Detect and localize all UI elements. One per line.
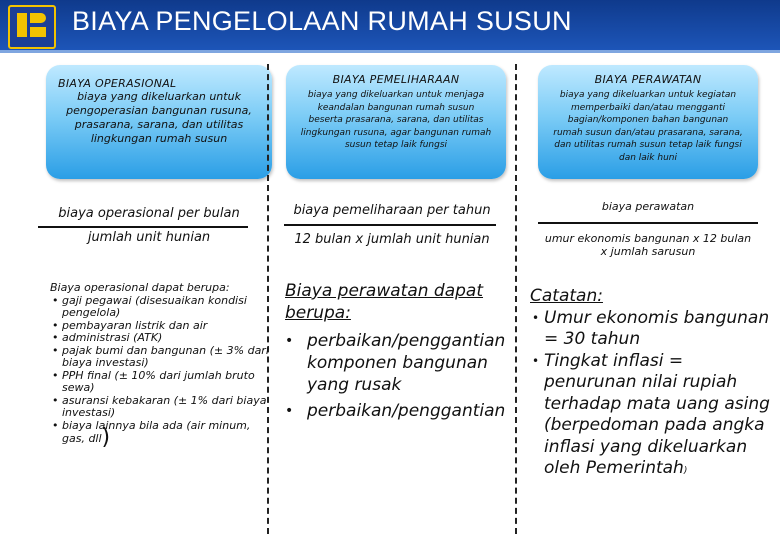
operasional-list	[50, 281, 270, 450]
formula-numerator: biaya pemeliharaan per tahun	[293, 203, 491, 218]
box-title: BIAYA OPERASIONAL	[58, 77, 177, 90]
formula-denominator: umur ekonomis bangunan x 12 bulan x jumlah sarusun	[544, 232, 752, 258]
list-item: • gaji pegawai (disesuaikan kondisi pengelola)	[62, 295, 270, 320]
formula-numerator: biaya perawatan	[601, 200, 695, 213]
formula-denominator: jumlah unit hunian	[87, 230, 211, 245]
list-item-text: Tingkat inflasi = penurunan nilai rupiah terhadap mata uang asing (berpedoman pada angka inflasi yang dikeluarkan oleh Pemerintah	[544, 350, 770, 478]
formula-fraction-line	[538, 222, 758, 224]
box-description: biaya yang dikeluarkan untuk pengoperasian bangunan rusuna, prasarana, sarana, dan utilitas lingkungan rumah susun	[66, 90, 252, 145]
list-item: • perbaikan/penggantian	[307, 400, 505, 422]
page-title: BIAYA PENGELOLAAN RUMAH SUSUN	[72, 6, 572, 36]
closing-paren: )	[683, 466, 688, 476]
list-heading: Biaya operasional dapat berupa:	[50, 281, 230, 294]
list-item	[62, 418, 270, 450]
pu-logo-icon	[8, 5, 56, 49]
formula-fraction-line	[284, 224, 496, 226]
list-item: • pembayaran listrik dan air	[62, 320, 270, 333]
list-item: • Umur ekonomis bangunan = 30 tahun	[544, 308, 770, 351]
list-item: • asuransi kebakaran (± 1% dari biaya investasi)	[62, 395, 270, 420]
column-divider	[515, 64, 517, 534]
list-heading: Catatan:	[530, 286, 603, 306]
formula-fraction-line	[38, 226, 248, 228]
box-title: BIAYA PEMELIHARAAN	[332, 73, 460, 86]
catatan-list	[530, 286, 770, 483]
perawatan-list	[285, 280, 505, 426]
list-item: • PPH final (± 10% dari jumlah bruto sewa)	[62, 370, 270, 395]
list-heading: Biaya perawatan dapat berupa:	[285, 281, 484, 323]
formula-numerator: biaya operasional per bulan	[58, 206, 240, 221]
list-item: • administrasi (ATK)	[62, 332, 270, 345]
box-description: biaya yang dikeluarkan untuk menjaga keandalan bangunan rumah susun beserta prasarana, sarana, dan utilitas lingkungan rusuna, agar bangunan rumah susun tetap laik fungsi	[300, 90, 492, 150]
box-biaya-perawatan	[538, 65, 758, 179]
header-bar	[0, 0, 780, 53]
list-item: • perbaikan/penggantian komponen bangunan yang rusak	[307, 330, 505, 396]
box-biaya-pemeliharaan	[286, 65, 506, 179]
list-item	[544, 351, 770, 483]
box-title: BIAYA PERAWATAN	[594, 73, 702, 86]
box-biaya-operasional	[46, 65, 272, 179]
formula-denominator: 12 bulan x jumlah unit hunian	[294, 232, 490, 247]
list-item: • pajak bumi dan bangunan (± 3% dari biaya investasi)	[62, 345, 270, 370]
box-description: biaya yang dikeluarkan untuk kegiatan memperbaiki dan/atau mengganti bagian/komponen bahan bangunan rumah susun dan/atau prasarana, sarana, dan utilitas rumah susun tetap laik fungsi dan laik huni	[553, 90, 743, 163]
closing-paren: )	[101, 425, 111, 450]
list-item-text: biaya lainnya bila ada (air minum, gas, dll	[62, 418, 251, 445]
